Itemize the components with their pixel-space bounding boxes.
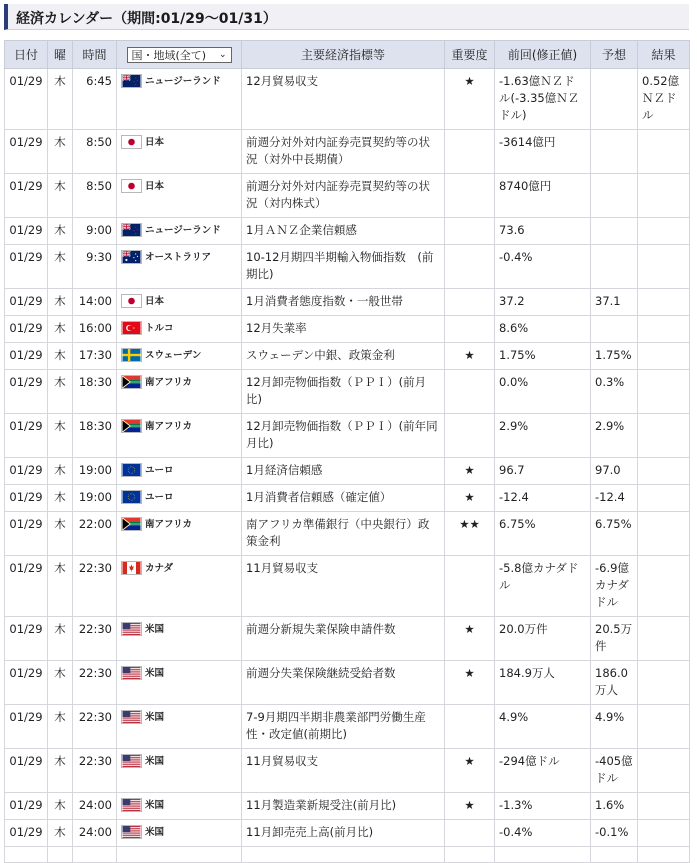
previous-cell: -5.8億カナダドル (495, 556, 591, 617)
country-cell (117, 69, 242, 130)
ca-flag-icon (121, 561, 142, 575)
country-cell (117, 847, 242, 863)
previous-cell: 4.9% (495, 705, 591, 749)
day-cell (48, 847, 73, 863)
table-row (5, 245, 690, 289)
date-cell: 01/29 (5, 130, 48, 174)
date-cell: 01/29 (5, 343, 48, 370)
table-row (5, 820, 690, 847)
forecast-cell: -12.4 (591, 485, 638, 512)
table-row (5, 485, 690, 512)
country-label (121, 134, 237, 151)
forecast-cell (591, 130, 638, 174)
country-name: 南アフリカ (145, 421, 193, 432)
forecast-cell: 4.9% (591, 705, 638, 749)
forecast-cell: 20.5万件 (591, 617, 638, 661)
table-row (5, 218, 690, 245)
forecast-cell: 37.1 (591, 289, 638, 316)
eu-flag-icon (121, 490, 142, 504)
indicator-cell: 11月卸売売上高(前月比) (242, 820, 445, 847)
day-cell: 木 (48, 174, 73, 218)
indicator-cell: 前週分対外対内証券売買契約等の状況（対外中長期債） (242, 130, 445, 174)
country-cell (117, 174, 242, 218)
table-row (5, 458, 690, 485)
date-cell: 01/29 (5, 370, 48, 414)
result-cell (638, 218, 690, 245)
country-name: 米国 (145, 827, 165, 838)
country-cell (117, 414, 242, 458)
country-cell (117, 370, 242, 414)
country-name: 米国 (145, 800, 165, 811)
chevron-down-icon: ⌄ (218, 49, 227, 60)
importance-cell: ★ (445, 343, 495, 370)
result-cell (638, 847, 690, 863)
country-label (121, 418, 237, 435)
day-cell: 木 (48, 343, 73, 370)
indicator-cell: 11月貿易収支 (242, 556, 445, 617)
table-row (5, 414, 690, 458)
result-cell (638, 245, 690, 289)
country-cell (117, 661, 242, 705)
importance-cell (445, 245, 495, 289)
country-name: スウェーデン (145, 350, 202, 361)
time-cell: 19:00 (73, 485, 117, 512)
us-flag-icon (121, 666, 142, 680)
previous-cell: -294億ドル (495, 749, 591, 793)
calendar-title-bar (4, 4, 689, 30)
country-cell (117, 793, 242, 820)
indicator-cell: 1月消費者態度指数・一般世帯 (242, 289, 445, 316)
header-region (117, 41, 242, 69)
forecast-cell (591, 316, 638, 343)
table-row (5, 130, 690, 174)
us-flag-icon (121, 798, 142, 812)
result-cell (638, 820, 690, 847)
previous-cell: -3614億円 (495, 130, 591, 174)
result-cell (638, 617, 690, 661)
importance-cell (445, 820, 495, 847)
result-cell (638, 705, 690, 749)
date-cell: 01/29 (5, 661, 48, 705)
previous-cell: 73.6 (495, 218, 591, 245)
time-cell: 22:30 (73, 617, 117, 661)
indicator-cell: 前週分新規失業保険申請件数 (242, 617, 445, 661)
result-cell (638, 458, 690, 485)
previous-cell (495, 847, 591, 863)
previous-cell: -0.4% (495, 820, 591, 847)
forecast-cell: 1.75% (591, 343, 638, 370)
us-flag-icon (121, 710, 142, 724)
indicator-cell: 12月失業率 (242, 316, 445, 343)
forecast-cell: -0.1% (591, 820, 638, 847)
country-label (121, 249, 237, 266)
day-cell: 木 (48, 69, 73, 130)
us-flag-icon (121, 622, 142, 636)
day-cell: 木 (48, 370, 73, 414)
table-row (5, 749, 690, 793)
importance-cell (445, 218, 495, 245)
country-name: トルコ (145, 323, 174, 334)
forecast-cell (591, 218, 638, 245)
day-cell: 木 (48, 289, 73, 316)
country-cell (117, 218, 242, 245)
time-cell: 6:45 (73, 69, 117, 130)
importance-cell (445, 414, 495, 458)
country-label (121, 797, 237, 814)
forecast-cell (591, 174, 638, 218)
previous-cell: 8.6% (495, 316, 591, 343)
day-cell: 木 (48, 556, 73, 617)
country-cell (117, 556, 242, 617)
date-cell: 01/29 (5, 316, 48, 343)
importance-cell: ★ (445, 485, 495, 512)
country-cell (117, 343, 242, 370)
country-label (121, 374, 237, 391)
header-time: 時間 (73, 41, 117, 69)
table-row (5, 69, 690, 130)
previous-cell: 96.7 (495, 458, 591, 485)
importance-cell (445, 705, 495, 749)
previous-cell: 0.0% (495, 370, 591, 414)
forecast-cell: 2.9% (591, 414, 638, 458)
importance-cell (445, 130, 495, 174)
header-previous: 前回(修正値) (495, 41, 591, 69)
country-cell (117, 617, 242, 661)
country-cell (117, 705, 242, 749)
indicator-cell: 12月卸売物価指数（ＰＰＩ）(前年同月比) (242, 414, 445, 458)
country-name: ユーロ (145, 492, 174, 503)
day-cell: 木 (48, 245, 73, 289)
time-cell: 19:00 (73, 458, 117, 485)
country-label (121, 347, 237, 364)
economic-calendar-table (4, 40, 690, 863)
date-cell (5, 847, 48, 863)
forecast-cell (591, 847, 638, 863)
table-row (5, 556, 690, 617)
table-row (5, 343, 690, 370)
previous-cell: 2.9% (495, 414, 591, 458)
table-row (5, 705, 690, 749)
time-cell: 9:00 (73, 218, 117, 245)
region-filter-select[interactable] (127, 47, 232, 63)
importance-cell (445, 847, 495, 863)
result-cell (638, 661, 690, 705)
za-flag-icon (121, 375, 142, 389)
previous-cell: 20.0万件 (495, 617, 591, 661)
country-label (121, 320, 237, 337)
country-name: 米国 (145, 712, 165, 723)
table-header-row (5, 41, 690, 69)
country-name: 南アフリカ (145, 377, 193, 388)
header-importance: 重要度 (445, 41, 495, 69)
table-row (5, 661, 690, 705)
tr-flag-icon (121, 321, 142, 335)
day-cell: 木 (48, 485, 73, 512)
country-name: 米国 (145, 756, 165, 767)
day-cell: 木 (48, 414, 73, 458)
date-cell: 01/29 (5, 174, 48, 218)
country-label (121, 462, 237, 479)
day-cell: 木 (48, 749, 73, 793)
result-cell (638, 370, 690, 414)
result-cell (638, 130, 690, 174)
importance-cell: ★ (445, 749, 495, 793)
date-cell: 01/29 (5, 820, 48, 847)
country-cell (117, 245, 242, 289)
country-cell (117, 512, 242, 556)
result-cell: 0.52億ＮＺドル (638, 69, 690, 130)
day-cell: 木 (48, 820, 73, 847)
forecast-cell: 186.0万人 (591, 661, 638, 705)
previous-cell: -1.3% (495, 793, 591, 820)
indicator-cell: 前週分対外対内証券売買契約等の状況（対内株式） (242, 174, 445, 218)
indicator-cell: 10-12月期四半期輸入物価指数 (前期比) (242, 245, 445, 289)
country-name: ニュージーランド (145, 76, 221, 87)
table-row (5, 316, 690, 343)
day-cell: 木 (48, 661, 73, 705)
day-cell: 木 (48, 458, 73, 485)
us-flag-icon (121, 754, 142, 768)
header-indicator: 主要経済指標等 (242, 41, 445, 69)
forecast-cell: -405億ドル (591, 749, 638, 793)
time-cell: 22:30 (73, 661, 117, 705)
forecast-cell: 0.3% (591, 370, 638, 414)
indicator-cell: 12月貿易収支 (242, 69, 445, 130)
date-cell: 01/29 (5, 458, 48, 485)
country-label (121, 489, 237, 506)
previous-cell: -12.4 (495, 485, 591, 512)
country-name: 米国 (145, 668, 165, 679)
nz-flag-icon (121, 223, 142, 237)
indicator-cell: 11月貿易収支 (242, 749, 445, 793)
indicator-cell: 11月製造業新規受注(前月比) (242, 793, 445, 820)
result-cell (638, 485, 690, 512)
au-flag-icon (121, 250, 142, 264)
country-label (121, 753, 237, 770)
date-cell: 01/29 (5, 556, 48, 617)
country-name: ユーロ (145, 465, 174, 476)
date-cell: 01/29 (5, 218, 48, 245)
country-label (121, 73, 237, 90)
country-cell (117, 458, 242, 485)
country-cell (117, 130, 242, 174)
country-label (121, 222, 237, 239)
jp-flag-icon (121, 135, 142, 149)
country-label (121, 824, 237, 841)
jp-flag-icon (121, 294, 142, 308)
table-row (5, 174, 690, 218)
indicator-cell: 1月ＡＮＺ企業信頼感 (242, 218, 445, 245)
result-cell (638, 749, 690, 793)
previous-cell: 8740億円 (495, 174, 591, 218)
time-cell: 22:00 (73, 512, 117, 556)
country-cell (117, 820, 242, 847)
result-cell (638, 316, 690, 343)
time-cell: 16:00 (73, 316, 117, 343)
result-cell (638, 414, 690, 458)
table-row (5, 793, 690, 820)
table-row (5, 512, 690, 556)
day-cell: 木 (48, 705, 73, 749)
table-row (5, 370, 690, 414)
country-label (121, 516, 237, 533)
previous-cell: 1.75% (495, 343, 591, 370)
forecast-cell: 6.75% (591, 512, 638, 556)
time-cell: 8:50 (73, 174, 117, 218)
country-cell (117, 316, 242, 343)
time-cell: 18:30 (73, 370, 117, 414)
time-cell: 22:30 (73, 749, 117, 793)
importance-cell: ★ (445, 617, 495, 661)
country-name: 日本 (145, 181, 165, 192)
result-cell (638, 174, 690, 218)
date-cell: 01/29 (5, 414, 48, 458)
region-filter-label: 国・地域(全て) (131, 48, 207, 62)
forecast-cell: 97.0 (591, 458, 638, 485)
date-cell: 01/29 (5, 485, 48, 512)
date-cell: 01/29 (5, 245, 48, 289)
country-label (121, 560, 237, 577)
previous-cell: -1.63億ＮＺドル(-3.35億ＮＺドル) (495, 69, 591, 130)
date-cell: 01/29 (5, 705, 48, 749)
country-label (121, 709, 237, 726)
country-name: 日本 (145, 296, 165, 307)
date-cell: 01/29 (5, 749, 48, 793)
day-cell: 木 (48, 316, 73, 343)
time-cell: 22:30 (73, 556, 117, 617)
header-result: 結果 (638, 41, 690, 69)
date-cell: 01/29 (5, 69, 48, 130)
header-forecast: 予想 (591, 41, 638, 69)
indicator-cell: スウェーデン中銀、政策金利 (242, 343, 445, 370)
header-day: 曜 (48, 41, 73, 69)
table-row (5, 289, 690, 316)
country-name: 米国 (145, 624, 165, 635)
importance-cell: ★ (445, 69, 495, 130)
nz-flag-icon (121, 74, 142, 88)
importance-cell (445, 556, 495, 617)
previous-cell: -0.4% (495, 245, 591, 289)
result-cell (638, 343, 690, 370)
day-cell: 木 (48, 130, 73, 174)
result-cell (638, 512, 690, 556)
result-cell (638, 793, 690, 820)
time-cell: 24:00 (73, 820, 117, 847)
time-cell: 8:50 (73, 130, 117, 174)
date-cell: 01/29 (5, 512, 48, 556)
time-cell: 18:30 (73, 414, 117, 458)
indicator-cell: 1月消費者信頼感（確定値） (242, 485, 445, 512)
day-cell: 木 (48, 617, 73, 661)
result-cell (638, 556, 690, 617)
country-cell (117, 485, 242, 512)
country-name: 南アフリカ (145, 519, 193, 530)
importance-cell: ★ (445, 661, 495, 705)
jp-flag-icon (121, 179, 142, 193)
country-cell (117, 289, 242, 316)
indicator-cell: 12月卸売物価指数（ＰＰＩ）(前月比) (242, 370, 445, 414)
us-flag-icon (121, 825, 142, 839)
previous-cell: 6.75% (495, 512, 591, 556)
za-flag-icon (121, 419, 142, 433)
table-row (5, 847, 690, 863)
page-title: 経済カレンダー（期間:01/29〜01/31） (16, 11, 277, 27)
country-label (121, 178, 237, 195)
date-cell: 01/29 (5, 793, 48, 820)
time-cell: 14:00 (73, 289, 117, 316)
indicator-cell: 前週分失業保険継続受給者数 (242, 661, 445, 705)
table-row (5, 617, 690, 661)
time-cell: 24:00 (73, 793, 117, 820)
time-cell (73, 847, 117, 863)
country-label (121, 665, 237, 682)
country-cell (117, 749, 242, 793)
importance-cell (445, 289, 495, 316)
day-cell: 木 (48, 512, 73, 556)
day-cell: 木 (48, 218, 73, 245)
indicator-cell: 7-9月期四半期非農業部門労働生産性・改定値(前期比) (242, 705, 445, 749)
za-flag-icon (121, 517, 142, 531)
indicator-cell (242, 847, 445, 863)
country-name: カナダ (145, 563, 174, 574)
country-name: ニュージーランド (145, 225, 221, 236)
country-label (121, 621, 237, 638)
country-name: 日本 (145, 137, 165, 148)
country-name: オーストラリア (145, 252, 212, 263)
previous-cell: 184.9万人 (495, 661, 591, 705)
time-cell: 17:30 (73, 343, 117, 370)
importance-cell: ★ (445, 793, 495, 820)
time-cell: 22:30 (73, 705, 117, 749)
forecast-cell: 1.6% (591, 793, 638, 820)
day-cell: 木 (48, 793, 73, 820)
previous-cell: 37.2 (495, 289, 591, 316)
indicator-cell: 南アフリカ準備銀行（中央銀行）政策金利 (242, 512, 445, 556)
date-cell: 01/29 (5, 289, 48, 316)
header-date: 日付 (5, 41, 48, 69)
importance-cell: ★ (445, 458, 495, 485)
importance-cell (445, 370, 495, 414)
forecast-cell (591, 69, 638, 130)
time-cell: 9:30 (73, 245, 117, 289)
eu-flag-icon (121, 463, 142, 477)
importance-cell (445, 174, 495, 218)
country-label (121, 293, 237, 310)
result-cell (638, 289, 690, 316)
date-cell: 01/29 (5, 617, 48, 661)
importance-cell: ★★ (445, 512, 495, 556)
forecast-cell: -6.9億カナダドル (591, 556, 638, 617)
se-flag-icon (121, 348, 142, 362)
indicator-cell: 1月経済信頼感 (242, 458, 445, 485)
forecast-cell (591, 245, 638, 289)
importance-cell (445, 316, 495, 343)
